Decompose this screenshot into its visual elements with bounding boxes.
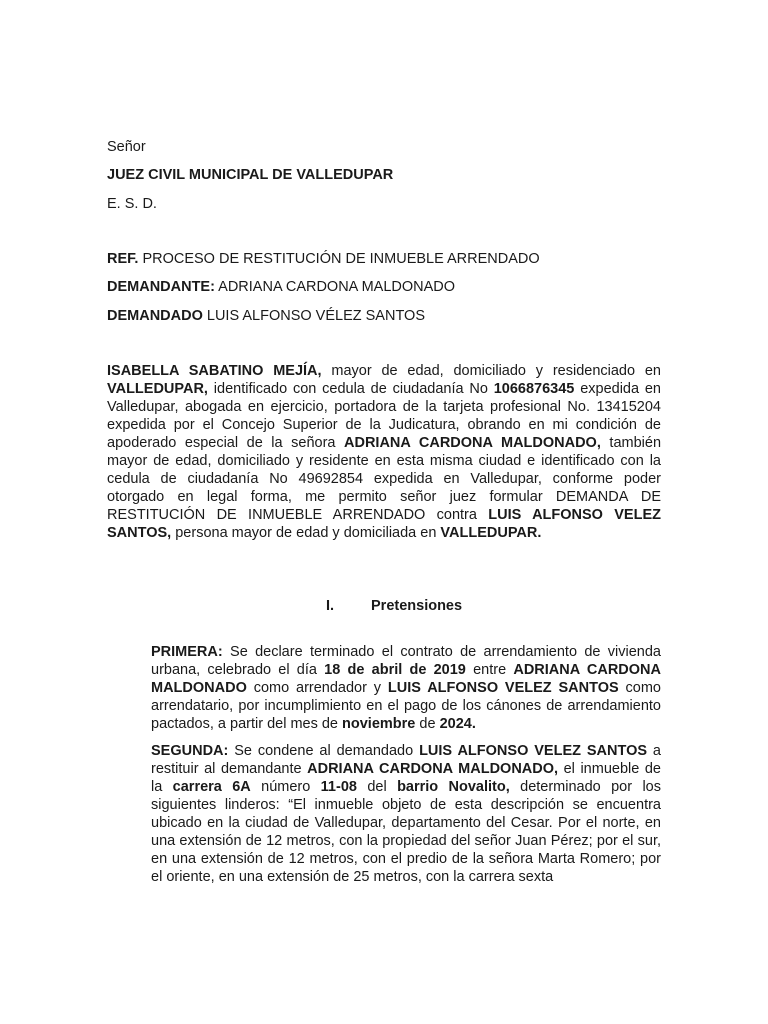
ref-label: REF. (107, 251, 139, 267)
intro-text: expedida en Valledupar, abogada en ejercicio, portadora de la tarjeta profesional No. 13415204 expedida por el Concejo Superior de la Judicatura, obrando en mi condición de apoderado especial de la señora (107, 381, 661, 451)
primera-paragraph (151, 643, 661, 733)
lessor-name: ADRIANA CARDONA MALDONADO (151, 662, 661, 696)
neighborhood-name: barrio Novalito, (397, 779, 510, 795)
defendant-full-name: LUIS ALFONSO VELEZ SANTOS, (107, 507, 661, 541)
section-title: Pretensiones (371, 598, 463, 614)
segunda-text: Se condene al demandado (228, 743, 420, 759)
intro-text: identificado con cedula de ciudadanía No (207, 381, 494, 397)
primera-label: PRIMERA: (151, 644, 223, 660)
default-year: 2024. (439, 716, 476, 732)
primera-text: como arrendador y (246, 680, 388, 696)
intro-text: persona mayor de edad y domiciliada en (171, 525, 441, 541)
segunda-text: número (250, 779, 321, 795)
city-name: VALLEDUPAR, (107, 381, 208, 397)
section-heading (0, 597, 768, 617)
salutation: Señor (107, 139, 146, 155)
primera-text: entre (465, 662, 514, 678)
ref-text: PROCESO DE RESTITUCIÓN DE INMUEBLE ARRENDADO (138, 251, 540, 267)
street-name: carrera 6A (172, 779, 251, 795)
contract-date: 18 de abril de 2019 (324, 662, 466, 678)
recipient-title: JUEZ CIVIL MUNICIPAL DE VALLEDUPAR (107, 167, 394, 183)
defendant-name: LUIS ALFONSO VELEZ SANTOS (419, 743, 648, 759)
plaintiff-name: ADRIANA CARDONA MALDONADO (214, 279, 456, 295)
plaintiff-line (107, 278, 455, 296)
client-name: ADRIANA CARDONA MALDONADO, (344, 435, 601, 451)
primera-text: Se declare terminado el contrato de arrendamiento de vivienda urbana, celebrado el día (151, 644, 661, 678)
intro-text: mayor de edad, domiciliado y residenciado en (321, 363, 661, 379)
defendant-label: DEMANDADO (107, 308, 203, 324)
plaintiff-label: DEMANDANTE: (107, 279, 215, 295)
street-number: 11-08 (320, 779, 357, 795)
city-name: VALLEDUPAR. (440, 525, 542, 541)
intro-text: también mayor de edad, domiciliado y residente en esta misma ciudad e identificado con la cedula de ciudadanía No 49692854 expedida en Valledupar, conforme poder otorgado en legal forma, me permito señor juez formular DEMANDA DE RESTITUCIÓN DE INMUEBLE ARRENDADO contra (107, 435, 662, 523)
reference-line (107, 250, 540, 268)
segunda-text: el inmueble de la (151, 761, 662, 795)
intro-paragraph (107, 362, 661, 542)
esd-line: E. S. D. (107, 196, 157, 212)
primera-text: como arrendatario, por incumplimiento en el pago de los cánones de arrendamiento pactados, a partir del mes de (151, 680, 661, 732)
defendant-line (107, 307, 425, 325)
primera-text: de (415, 716, 440, 732)
section-number: I. (326, 598, 335, 614)
lessee-name: LUIS ALFONSO VELEZ SANTOS (387, 680, 619, 696)
default-month: noviembre (342, 716, 416, 732)
segunda-label: SEGUNDA: (151, 743, 229, 759)
plaintiff-name: ADRIANA CARDONA MALDONADO, (307, 761, 559, 777)
id-number: 1066876345 (493, 381, 575, 397)
segunda-paragraph (151, 742, 661, 886)
defendant-name: LUIS ALFONSO VÉLEZ SANTOS (202, 308, 425, 324)
segunda-text: a restituir al demandante (151, 743, 661, 777)
attorney-name: ISABELLA SABATINO MEJÍA, (107, 363, 322, 379)
segunda-text: determinado por los siguientes linderos: “El inmueble objeto de esta descripción se encuentra ubicado en la ciudad de Valledupar, departamento del Cesar. Por el norte, en una extensión de 12 metros, con la propiedad del señor Juan Pérez; por el sur, en una extensión de 12 metros, con el predio de la señora Marta Romero; por el oriente, en una extensión de 25 metros, con la carrera sexta (151, 779, 661, 885)
segunda-text: del (356, 779, 398, 795)
